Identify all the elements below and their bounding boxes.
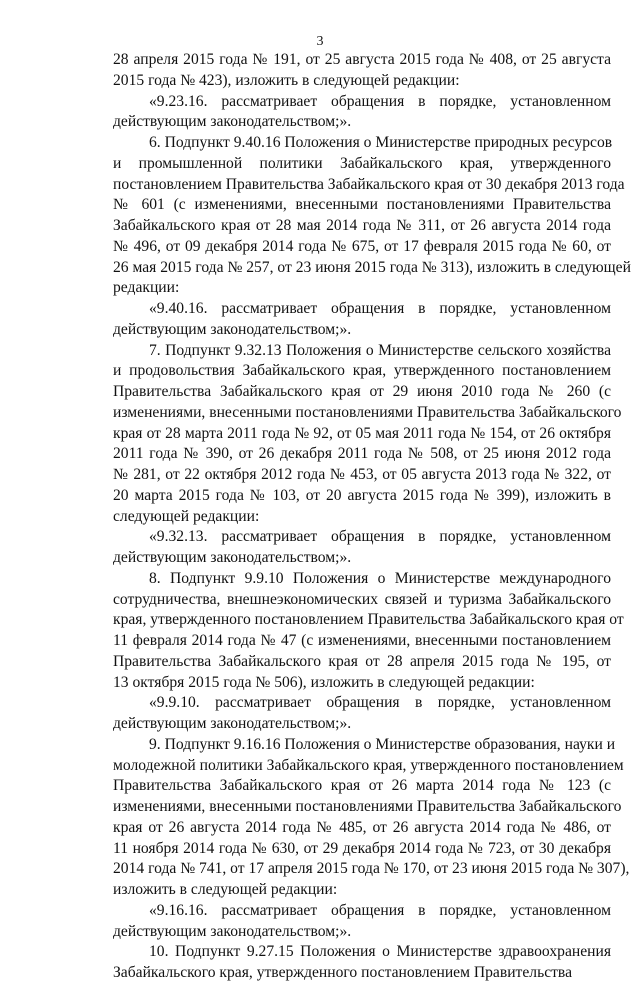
text-line: 28 апреля 2015 года № 191, от 25 августа 2015 года № 408, от 25 августа: [113, 51, 611, 68]
text-line: 13 октября 2015 года № 506), изложить в следующей редакции:: [113, 673, 535, 691]
text-line: молодежной политики Забайкальского края, утвержденного постановлением: [113, 756, 624, 774]
text-line: № 601 (с изменениями, внесенными постановлениями Правительства: [113, 196, 611, 214]
text-line: 2015 года № 423), изложить в следующей редакции:: [113, 71, 460, 89]
text-line: 10. Подпункт 9.27.15 Положения о Министерстве здравоохранения: [149, 943, 611, 961]
text-line: и продовольствия Забайкальского края, утвержденного постановлением: [113, 362, 611, 380]
text-line: Правительства Забайкальского края от 28 апреля 2015 года № 195, от: [113, 652, 611, 670]
text-line: действующим законодательством;».: [113, 715, 352, 732]
numbered-item-paragraph: [113, 341, 622, 528]
numbered-item-paragraph: [113, 942, 611, 984]
text-line: действующим законодательством;».: [113, 549, 352, 566]
text-line: постановлением Правительства Забайкальского края от 30 декабря 2013 года: [113, 175, 625, 193]
text-line: Правительства Забайкальского края от 26 марта 2014 года № 123 (с: [113, 777, 611, 795]
numbered-item-paragraph: [113, 735, 630, 901]
text-line: «9.40.16. рассматривает обращения в порядке, установленном: [149, 300, 611, 317]
text-line: «9.9.10. рассматривает обращения в порядке, установленном: [149, 694, 611, 712]
text-line: 9. Подпункт 9.16.16 Положения о Министерстве образования, науки и: [149, 735, 616, 753]
numbered-item-paragraph: [113, 569, 624, 694]
text-line: 11 ноября 2014 года № 630, от 29 декабря 2014 года № 723, от 30 декабря: [113, 839, 611, 857]
text-line: Забайкальского края, утвержденного постановлением Правительства: [113, 964, 573, 981]
text-line: 7. Подпункт 9.32.13 Положения о Министерстве сельского хозяйства: [149, 341, 611, 359]
text-line: изменениями, внесенными постановлениями Правительства Забайкальского: [113, 798, 622, 815]
document-body: [113, 50, 631, 984]
text-line: края от 26 августа 2014 года № 485, от 26 августа 2014 года № 486, от: [113, 818, 611, 836]
text-line: 20 марта 2015 года № 103, от 20 августа 2015 года № 399), изложить в: [113, 486, 611, 504]
numbered-item-paragraph: [113, 133, 631, 299]
text-line: сотрудничества, внешнеэкономических связей и туризма Забайкальского: [113, 590, 611, 608]
text-line: редакции:: [113, 279, 180, 297]
text-line: Правительства Забайкальского края от 29 июня 2010 года № 260 (с: [113, 383, 611, 400]
text-line: № 496, от 09 декабря 2014 года № 675, от 17 февраля 2015 года № 60, от: [113, 237, 611, 255]
text-line: действующим законодательством;».: [113, 320, 352, 338]
text-line: следующей редакции:: [113, 507, 260, 525]
text-line: края, утвержденного постановлением Правительства Забайкальского края от: [113, 611, 624, 629]
text-line: действующим законодательством;».: [113, 922, 352, 940]
text-line: и промышленной политики Забайкальского края, утвержденного: [113, 154, 611, 172]
quoted-text-paragraph: [113, 299, 611, 341]
text-line: «9.23.16. рассматривает обращения в порядке, установленном: [149, 92, 611, 110]
text-line: 26 мая 2015 года № 257, от 23 июня 2015 года № 313), изложить в следующей: [113, 258, 631, 276]
text-line: действующим законодательством;».: [113, 113, 352, 131]
quoted-text-paragraph: [113, 693, 611, 735]
text-line: Забайкальского края от 28 мая 2014 года № 311, от 26 августа 2014 года: [113, 217, 611, 234]
text-line: 8. Подпункт 9.9.10 Положения о Министерстве международного: [149, 569, 611, 587]
text-line: 2011 года № 390, от 26 декабря 2011 года № 508, от 25 июня 2012 года: [113, 445, 611, 463]
text-line: 6. Подпункт 9.40.16 Положения о Министерстве природных ресурсов: [149, 134, 613, 151]
quoted-text-paragraph: [113, 92, 611, 134]
quoted-text-paragraph: [113, 901, 611, 943]
quoted-text-paragraph: [113, 527, 611, 569]
page-number: 3: [316, 34, 324, 49]
text-line: изложить в следующей редакции:: [113, 881, 338, 898]
text-line: изменениями, внесенными постановлениями Правительства Забайкальского: [113, 403, 622, 421]
text-line: № 281, от 22 октября 2012 года № 453, от 05 августа 2013 года № 322, от: [113, 466, 611, 483]
text-line: 11 февраля 2014 года № 47 (с изменениями, внесенными постановлением: [113, 632, 611, 649]
text-line: края от 28 марта 2011 года № 92, от 05 мая 2011 года № 154, от 26 октября: [113, 424, 611, 442]
text-line: 2014 года № 741, от 17 апреля 2015 года № 170, от 23 июня 2015 года № 307),: [113, 860, 630, 878]
continuation-paragraph: [113, 50, 611, 92]
text-line: «9.16.16. рассматривает обращения в порядке, установленном: [149, 901, 611, 919]
text-line: «9.32.13. рассматривает обращения в порядке, установленном: [149, 528, 611, 546]
